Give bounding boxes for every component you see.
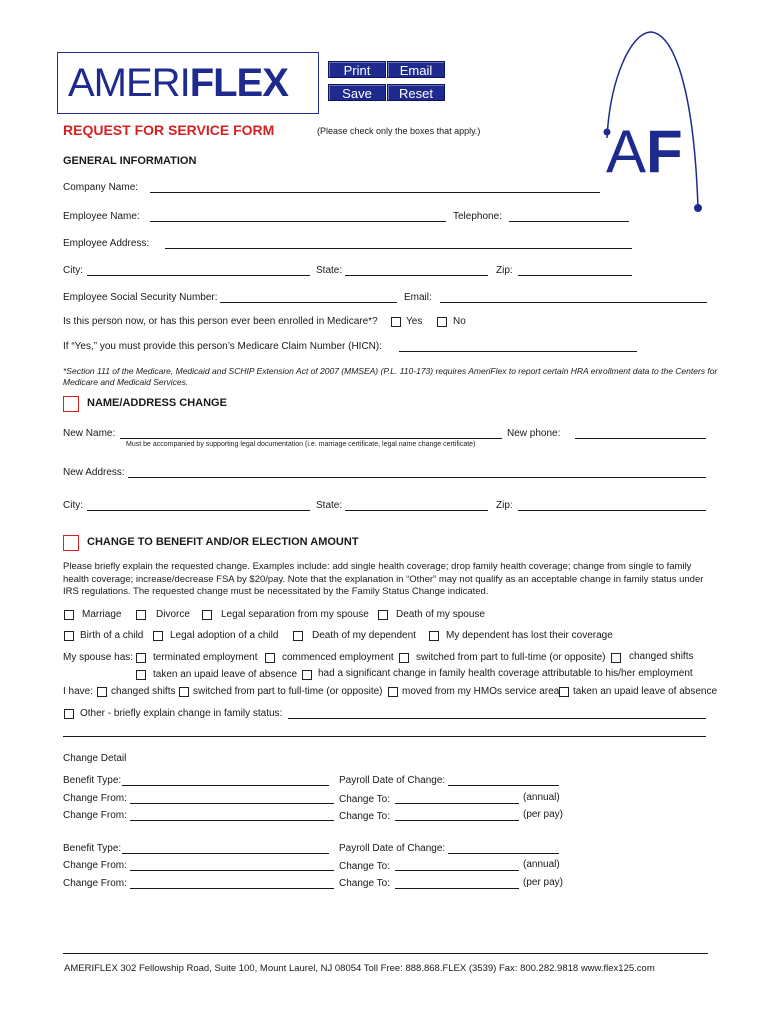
other-checkbox[interactable] [64,709,74,719]
spouse-has-label: My spouse has: [63,652,134,663]
af-letter-f: F [646,118,683,185]
zip-label: Zip: [496,265,513,276]
new-zip-field[interactable] [518,510,706,511]
employee-name-label: Employee Name: [63,211,140,222]
payroll-date-label-1: Payroll Date of Change: [339,775,446,786]
i-moved-hmo-checkbox[interactable] [388,687,398,697]
spouse-commenced-checkbox[interactable] [265,653,275,663]
change-from-label-1b: Change From: [63,810,127,821]
other-explanation-field-2[interactable] [63,736,706,737]
spouse-health-coverage-change-label: had a significant change in family health coverage attributable to his/her employment [318,668,693,679]
benefit-type-field-2[interactable] [122,853,329,854]
new-state-label: State: [316,500,343,511]
hicn-field[interactable] [399,351,637,352]
footer-divider [63,953,708,954]
footer-contact-info: AMERIFLEX 302 Fellowship Road, Suite 100, Mount Laurel, NJ 08054 Toll Free: 888.868.FLEX (3539) Fax: 800.282.9818 www.flex125.com [64,963,655,974]
spouse-unpaid-leave-label: taken an upaid leave of absence [153,669,297,680]
death-of-spouse-label: Death of my spouse [396,609,485,620]
email-label: Email: [404,292,432,303]
new-address-label: New Address: [63,467,125,478]
af-letter-a: A [606,118,647,185]
ssn-label: Employee Social Security Number: [63,292,218,303]
spouse-unpaid-leave-checkbox[interactable] [136,670,146,680]
spouse-health-coverage-change-checkbox[interactable] [302,670,312,680]
form-subtitle: (Please check only the boxes that apply.) [317,126,481,136]
spouse-changed-shifts-checkbox[interactable] [611,653,621,663]
i-moved-hmo-label: moved from my HMOs service area [402,686,560,697]
change-from-label-2b: Change From: [63,878,127,889]
general-info-title: GENERAL INFORMATION [63,155,197,167]
medicare-question: Is this person now, or has this person ever been enrolled in Medicare*? [63,316,378,327]
benefit-change-checkbox[interactable] [63,535,79,551]
logo-light-text: AMERI [68,61,190,105]
new-phone-label: New phone: [507,428,561,439]
spouse-terminated-label: terminated employment [153,652,258,663]
medicare-no-checkbox[interactable] [437,317,447,327]
change-from-field-2a[interactable] [130,870,334,871]
divorce-label: Divorce [156,609,190,620]
zip-field[interactable] [518,275,632,276]
new-phone-field[interactable] [575,438,706,439]
i-unpaid-leave-label: taken an upaid leave of absence [573,686,717,697]
new-address-field[interactable] [128,477,706,478]
city-label: City: [63,265,83,276]
legal-adoption-label: Legal adoption of a child [170,630,279,641]
spouse-changed-shifts-label: changed shifts [629,651,694,662]
change-from-label-2a: Change From: [63,860,127,871]
email-field[interactable] [440,302,707,303]
change-to-field-1b[interactable] [395,820,519,821]
payroll-date-field-1[interactable] [448,785,559,786]
new-name-field[interactable] [120,438,502,439]
dependent-lost-coverage-checkbox[interactable] [429,631,439,641]
per-pay-label-2: (per pay) [523,877,564,888]
change-from-label-1a: Change From: [63,793,127,804]
annual-label-1: (annual) [523,792,560,803]
benefit-type-field-1[interactable] [122,785,329,786]
new-state-field[interactable] [345,510,488,511]
change-to-field-2b[interactable] [395,888,519,889]
medicare-yes-label: Yes [406,316,423,327]
change-from-field-1b[interactable] [130,820,334,821]
benefit-type-label-2: Benefit Type: [63,843,122,854]
death-of-dependent-checkbox[interactable] [293,631,303,641]
hicn-label: If “Yes,” you must provide this person’s Medicare Claim Number (HICN): [63,341,382,352]
state-field[interactable] [345,275,488,276]
i-unpaid-leave-checkbox[interactable] [559,687,569,697]
change-to-field-1a[interactable] [395,803,519,804]
medicare-footnote: *Section 111 of the Medicare, Medicaid and SCHIP Extension Act of 2007 (MMSEA) (P.L. 110-173) requires AmeriFlex to report certain HRA enrollment data to the Centers for Medicare and Medicaid Services. [63,366,718,387]
employee-address-label: Employee Address: [63,238,150,249]
legal-separation-label: Legal separation from my spouse [221,609,369,620]
birth-of-child-label: Birth of a child [80,630,144,641]
city-field[interactable] [87,275,310,276]
employee-address-field[interactable] [165,248,632,249]
annual-label-2: (annual) [523,859,560,870]
i-changed-shifts-label: changed shifts [111,686,176,697]
print-button[interactable]: Print [328,61,386,78]
death-of-dependent-label: Death of my dependent [312,630,416,641]
divorce-checkbox[interactable] [136,610,146,620]
legal-separation-checkbox[interactable] [202,610,212,620]
ameriflex-logo [57,52,319,114]
medicare-no-label: No [453,316,466,327]
change-to-field-2a[interactable] [395,870,519,871]
telephone-field[interactable] [509,221,629,222]
spouse-part-full-checkbox[interactable] [399,653,409,663]
new-city-label: City: [63,500,83,511]
logo-bold-text: FLEX [189,61,288,105]
email-button[interactable]: Email [387,61,445,78]
other-label: Other - briefly explain change in family status: [80,708,283,719]
change-to-label-1b: Change To: [339,811,390,822]
spouse-terminated-checkbox[interactable] [136,653,146,663]
benefit-type-label-1: Benefit Type: [63,775,122,786]
change-to-label-1a: Change To: [339,794,390,805]
telephone-label: Telephone: [453,211,502,222]
ssn-field[interactable] [220,302,397,303]
i-part-full-checkbox[interactable] [179,687,189,697]
employee-name-field[interactable] [150,221,446,222]
payroll-date-label-2: Payroll Date of Change: [339,843,446,854]
legal-documentation-note: Must be accompanied by supporting legal documentation (i.e. marriage certificate, legal name change certificate) [126,441,476,448]
marriage-checkbox[interactable] [64,610,74,620]
death-of-spouse-checkbox[interactable] [378,610,388,620]
benefit-change-title: CHANGE TO BENEFIT AND/OR ELECTION AMOUNT [87,536,359,548]
birth-of-child-checkbox[interactable] [64,631,74,641]
name-address-change-checkbox[interactable] [63,396,79,412]
form-title: REQUEST FOR SERVICE FORM [63,122,275,138]
benefit-change-instructions: Please briefly explain the requested change. Examples include: add single health coverage; drop family health coverage; change from single to family health coverage; increase/decrease FSA by $20/pay. Note that the explanation in “Other” may not qualify as an acceptable change in family status under IRS regulations. The requested change must be necessitated by the Family Status Change indicated. [63,561,704,597]
marriage-label: Marriage [82,609,122,620]
i-have-label: I have: [63,686,94,697]
company-name-field[interactable] [150,192,600,193]
new-name-label: New Name: [63,428,116,439]
dependent-lost-coverage-label: My dependent has lost their coverage [446,630,613,641]
name-address-change-title: NAME/ADDRESS CHANGE [87,397,227,409]
change-to-label-2a: Change To: [339,861,390,872]
payroll-date-field-2[interactable] [448,853,559,854]
save-button[interactable]: Save [328,84,386,101]
new-city-field[interactable] [87,510,310,511]
change-detail-title: Change Detail [63,753,127,764]
legal-adoption-checkbox[interactable] [153,631,163,641]
other-explanation-field[interactable] [288,718,706,719]
medicare-yes-checkbox[interactable] [391,317,401,327]
i-changed-shifts-checkbox[interactable] [97,687,107,697]
spouse-commenced-label: commenced employment [282,652,394,663]
change-from-field-2b[interactable] [130,888,334,889]
i-part-full-label: switched from part to full-time (or opposite) [193,686,383,697]
new-zip-label: Zip: [496,500,513,511]
change-to-label-2b: Change To: [339,878,390,889]
reset-button[interactable]: Reset [387,84,445,101]
company-name-label: Company Name: [63,182,139,193]
spouse-part-full-label: switched from part to full-time (or opposite) [416,652,606,663]
af-monogram [606,118,683,185]
per-pay-label-1: (per pay) [523,809,564,820]
change-from-field-1a[interactable] [130,803,334,804]
state-label: State: [316,265,343,276]
